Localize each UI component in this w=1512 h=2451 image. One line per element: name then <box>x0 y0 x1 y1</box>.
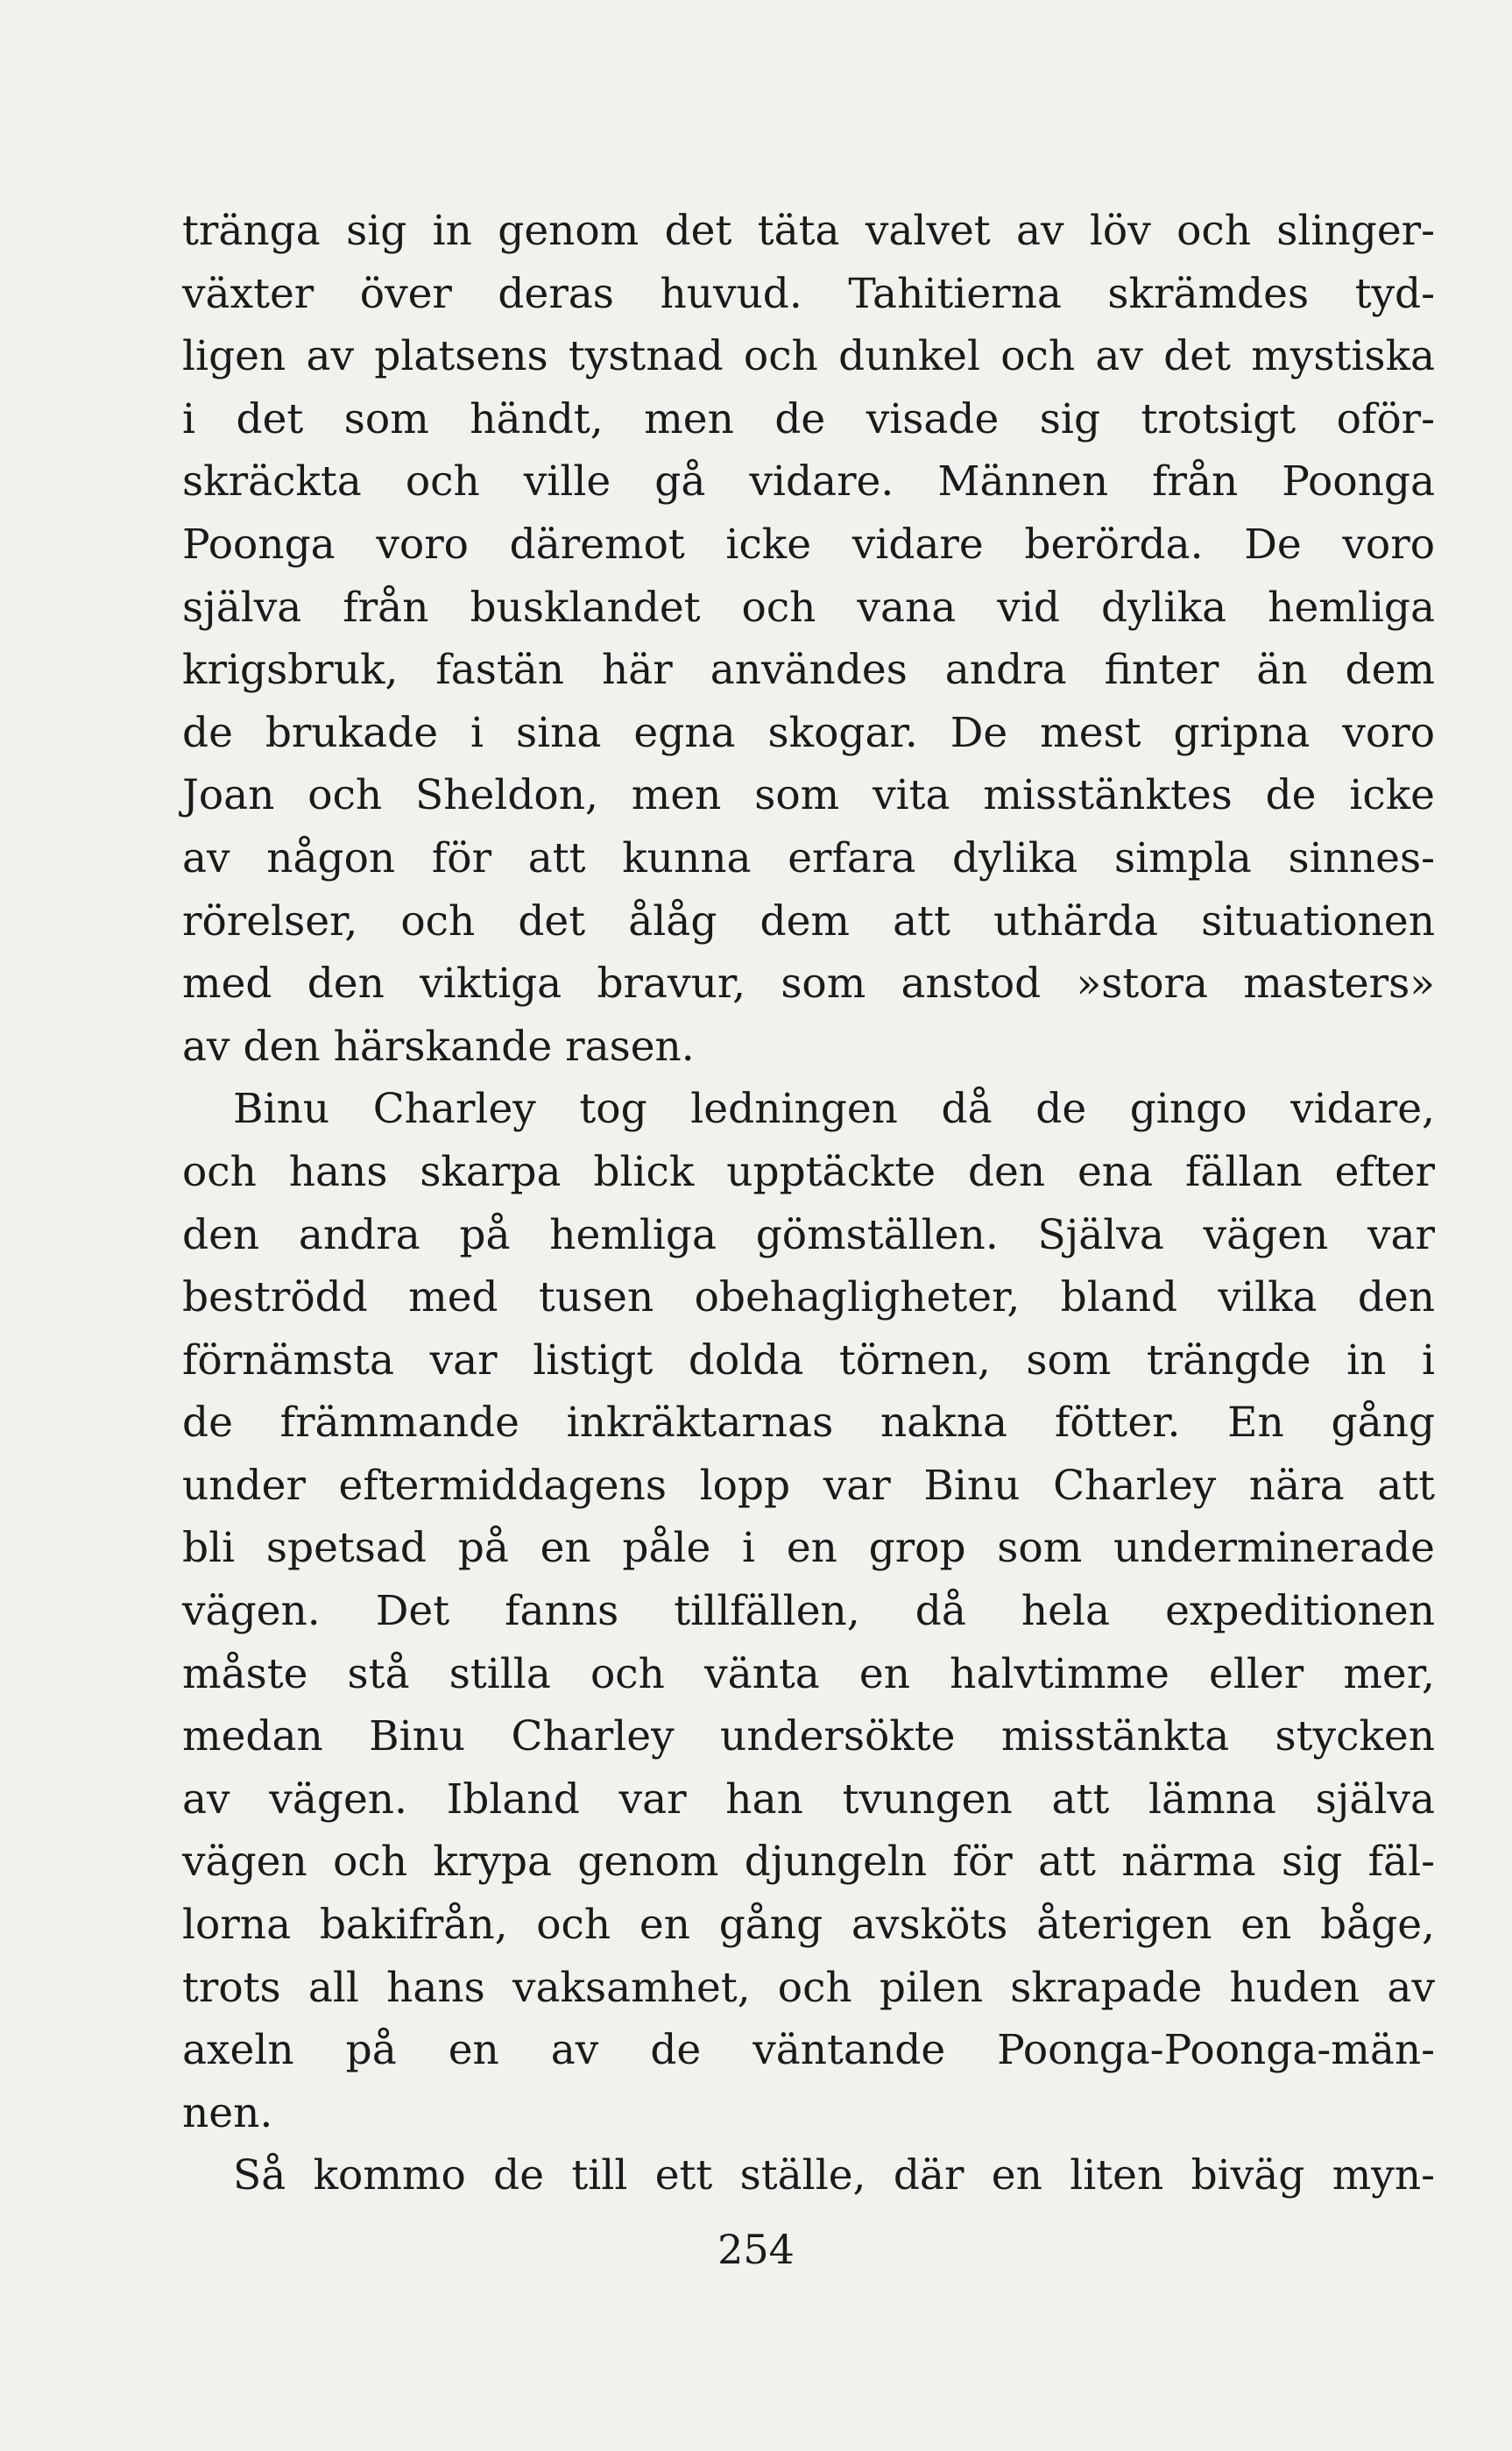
page-number: 254 <box>717 2226 795 2273</box>
text-line: av den härskande rasen. <box>182 1022 695 1071</box>
text-line: nen. <box>182 2088 273 2137</box>
text-line: rörelser, och det ålåg dem att uthärda situationen <box>182 896 1435 946</box>
text-line: Så kommo de till ett ställe, där en liten biväg myn- <box>233 2151 1435 2200</box>
text-line: lorna bakifrån, och en gång avsköts återigen en båge, <box>182 1901 1435 1950</box>
text-line: trots all hans vaksamhet, och pilen skrapade huden av <box>182 1963 1435 2012</box>
text-line: Joan och Sheldon, men som vita misstänktes de icke <box>182 771 1435 820</box>
text-line: tränga sig in genom det täta valvet av löv och slinger- <box>182 207 1435 255</box>
text-line: de brukade i sina egna skogar. De mest gripna voro <box>182 708 1435 757</box>
text-line: de främmande inkräktarnas nakna fötter. En gång <box>182 1399 1435 1448</box>
text-line: axeln på en av de väntande Poonga-Poonga-män- <box>182 2026 1435 2075</box>
text-line: i det som händt, men de visade sig trotsigt oför- <box>182 394 1435 443</box>
text-line: beströdd med tusen obehagligheter, bland vilka den <box>182 1273 1435 1322</box>
text-line: växter över deras huvud. Tahitierna skrämdes tyd- <box>182 269 1435 318</box>
text-line: ligen av platsens tystnad och dunkel och av det mystiska <box>182 332 1435 381</box>
text-line: Binu Charley tog ledningen då de gingo vidare, <box>233 1085 1435 1134</box>
text-line: själva från busklandet och vana vid dylika hemliga <box>182 583 1435 632</box>
text-line: förnämsta var listigt dolda törnen, som trängde in i <box>182 1335 1435 1385</box>
text-line: av vägen. Ibland var han tvungen att lämna själva <box>182 1774 1435 1824</box>
text-line: med den viktiga bravur, som anstod »stora masters» <box>182 960 1435 1009</box>
text-line: medan Binu Charley undersökte misstänkta stycken <box>182 1712 1435 1761</box>
text-line: under eftermiddagens lopp var Binu Charley nära att <box>182 1461 1435 1510</box>
text-line: bli spetsad på en påle i en grop som underminerade <box>182 1524 1435 1573</box>
text-line: vägen. Det fanns tillfällen, då hela expeditionen <box>182 1587 1435 1636</box>
text-line: måste stå stilla och vänta en halvtimme eller mer, <box>182 1649 1435 1698</box>
text-line: skräckta och ville gå vidare. Männen från Poonga <box>182 457 1435 506</box>
text-line: den andra på hemliga gömställen. Själva vägen var <box>182 1210 1435 1259</box>
text-line: krigsbruk, fastän här användes andra finter än dem <box>182 646 1435 695</box>
text-line: Poonga voro däremot icke vidare berörda. De voro <box>182 520 1435 569</box>
body-text <box>182 200 1435 2207</box>
text-line: vägen och krypa genom djungeln för att närma sig fäl- <box>182 1838 1435 1887</box>
text-line: av någon för att kunna erfara dylika simpla sinnes- <box>182 833 1435 882</box>
text-line: och hans skarpa blick upptäckte den ena fällan efter <box>182 1147 1435 1196</box>
